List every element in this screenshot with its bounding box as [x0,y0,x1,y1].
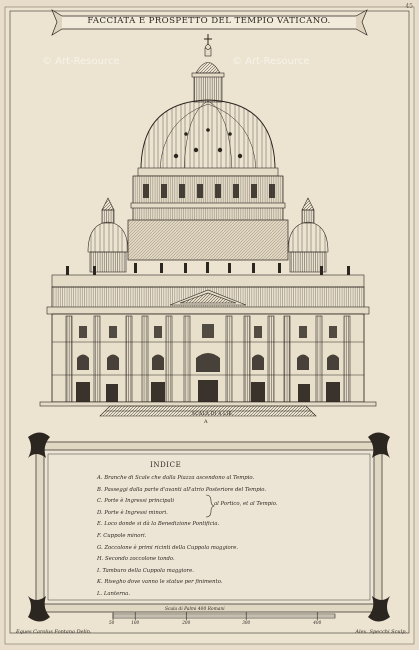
credit-delineator: Eques Carolus Fontana Delin. [16,629,92,635]
dome-drum [128,176,288,260]
elevation-scale-letter: A [204,419,208,425]
facade-main-order [52,314,364,402]
scale-bar-tick-label: 200 [182,620,191,625]
facade-attic [47,275,369,314]
plate-number: 45 [405,3,413,10]
index-list [97,473,266,601]
facade-arches [77,353,339,372]
index-entry: K. Risegho dove vanno le statue per finimento. [97,579,223,586]
credit-engraver: Alex. Specchi Sculp. [355,629,407,635]
watermark-text: © Art-Resource [232,56,310,67]
scale-bar-tick-label: 100 [131,620,140,625]
index-portico-note: al Portico, et al Tempio. [214,501,278,507]
scale-bar-caption: Scala di Palmi 400 Romani [165,607,225,612]
scale-bar-tick-label: 50 [109,620,115,625]
scale-bar-tick-label: 400 [313,620,322,625]
index-entry: A. Branche di Scale che dalla Piazza ascendono al Tempio. [97,475,255,481]
scale-bar-tick-label: 300 [242,620,251,625]
index-entry: D. Porte è Ingressi minori. [97,509,168,516]
index-entry: I. Tamburo della Cuppola maggiore. [97,567,194,574]
index-entry: G. Zoccolone è primi ricinti della Cuppola maggiore. [97,544,239,551]
index-entry: B. Passeggi dalla parte d'avanti all'atrio Posteriore del Tempio. [97,486,267,493]
index-entry: E. Loco donde si dà la Benedizione Pontificia. [97,521,220,528]
index-entry: C. Porte è Ingressi principali [97,498,175,505]
plate-title: FACCIATA E PROSPETTO DEL TEMPIO VATICANO. [87,16,331,26]
watermark-text: © Art-Resource [42,56,120,67]
index-entry: L. Lanterna. [97,590,131,597]
dome-base-ring [138,168,278,176]
index-heading: INDICE [150,461,182,469]
index-entry: F. Cuppole minori. [97,532,147,539]
elevation-scale-note: SCALA DI 4 LIB. [192,412,234,417]
index-entry: H. Secondo zoccolone tondo. [97,556,175,563]
